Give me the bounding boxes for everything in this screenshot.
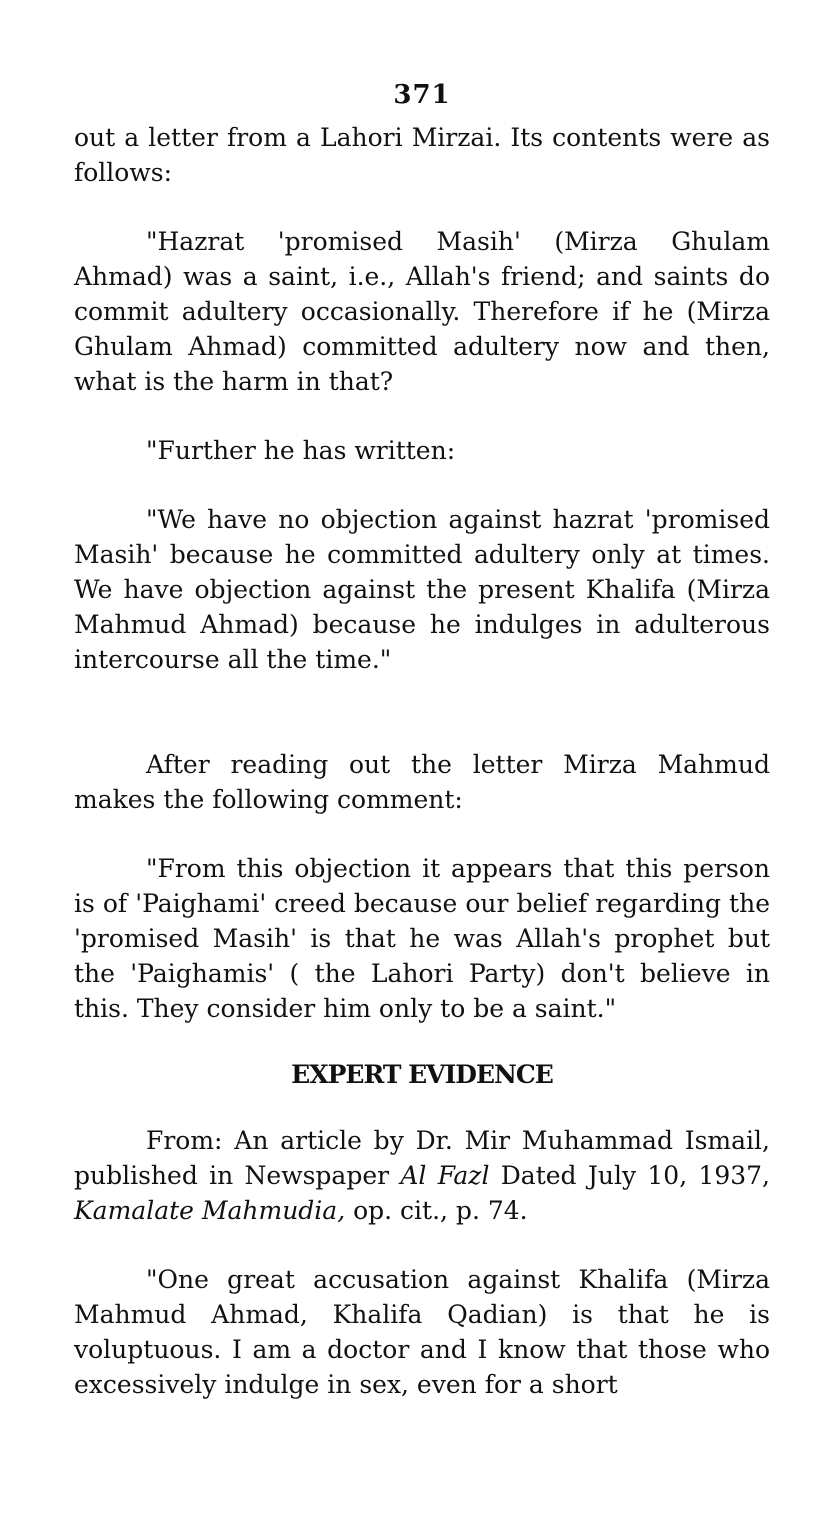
paragraph-further-written: "Further he has written: [146, 436, 456, 465]
paragraph-after-reading: After reading out the letter Mirza Mahmud makes the following comment: [74, 750, 770, 814]
section-heading: EXPERT EVIDENCE [291, 1060, 553, 1089]
citation-text-2: Dated July 10, 1937, [489, 1161, 771, 1190]
quote-paragraph-objection: "We have no objection against hazrat 'promised Masih' because he committed adultery only at times. We have objection against the present Khalifa (Mirza Mahmud Ahmad) because he indulges in adulterous intercourse all the time." [74, 505, 770, 674]
citation-paragraph [74, 1123, 770, 1228]
page-number: 371 [393, 80, 451, 110]
citation-text-3: op. cit., p. 74. [345, 1196, 528, 1225]
citation-book-title: Kamalate Mahmudia, [74, 1196, 346, 1225]
citation-newspaper-title: Al Fazl [400, 1161, 490, 1190]
quote-paragraph-accusation: "One great accusation against Khalifa (Mirza Mahmud Ahmad, Khalifa Qadian) is that he is voluptuous. I am a doctor and I know that those who excessively indulge in sex, even for a short [74, 1265, 770, 1399]
citation-text-1: From: An article by Dr. Mir Muhammad Ismail, published in Newspaper [74, 1126, 770, 1190]
quote-paragraph-paighami: "From this objection it appears that this person is of 'Paighami' creed because our belief regarding the 'promised Masih' is that he was Allah's prophet but the 'Paighamis' ( the Lahori Party) don't believe in this. They consider him only to be a saint." [74, 854, 770, 1023]
paragraph-continuation: out a letter from a Lahori Mirzai. Its contents were as follows: [74, 123, 770, 187]
book-page [74, 80, 770, 1402]
quote-paragraph-saint: "Hazrat 'promised Masih' (Mirza Ghulam Ahmad) was a saint, i.e., Allah's friend; and saints do commit adultery occasionally. Therefore if he (Mirza Ghulam Ahmad) committed adultery now and then, what is the harm in that? [74, 227, 770, 396]
